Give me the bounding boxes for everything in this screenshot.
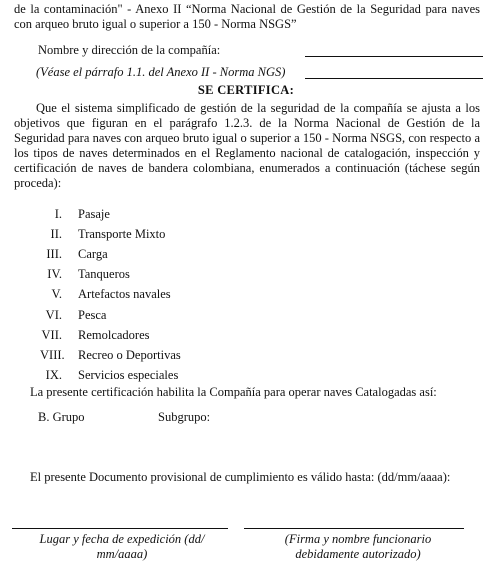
signature-line	[244, 528, 464, 529]
company-name-label: Nombre y dirección de la compañía:	[38, 43, 221, 57]
list-label: Remolcadores	[78, 327, 150, 342]
list-label: Pasaje	[78, 206, 110, 221]
list-label: Pesca	[78, 307, 107, 322]
validity-text: El presente Documento provisional de cumplimiento es válido hasta: (dd/mm/aaaa):	[30, 470, 451, 484]
list-numeral: V.	[51, 287, 62, 302]
list-numeral: IV.	[47, 267, 62, 282]
vessel-type-list	[40, 204, 181, 386]
list-label: Servicios especiales	[78, 368, 179, 383]
list-item	[40, 305, 181, 325]
grupo-label: B. Grupo	[38, 410, 85, 424]
list-numeral: I.	[54, 206, 62, 221]
list-numeral: IX.	[45, 368, 62, 383]
company-address-line	[305, 78, 483, 79]
list-item	[40, 204, 181, 224]
habilita-text: La presente certificación habilita la Compañía para operar naves Catalogadas así:	[30, 385, 437, 399]
list-label: Recreo o Deportivas	[78, 347, 181, 362]
list-numeral: VII.	[41, 327, 62, 342]
list-numeral: III.	[46, 246, 62, 261]
list-label: Transporte Mixto	[78, 226, 166, 241]
list-item	[40, 265, 181, 285]
list-numeral: II.	[50, 226, 62, 241]
list-item	[40, 366, 181, 386]
subgrupo-label: Subgrupo:	[158, 410, 211, 424]
intro-text: de la contaminación" - Anexo II “Norma Nacional de Gestión de la Seguridad para naves con arqueo bruto igual o superior a 150 - Norma NSGS”	[14, 2, 480, 31]
list-label: Artefactos navales	[78, 287, 171, 302]
place-date-caption: Lugar y fecha de expedición (dd/ mm/aaaa)	[39, 532, 205, 561]
list-item	[40, 244, 181, 264]
place-date-line	[12, 528, 228, 529]
list-item	[40, 345, 181, 365]
certifica-heading: SE CERTIFICA:	[197, 83, 295, 97]
list-label: Tanqueros	[78, 267, 130, 282]
company-note: (Véase el párrafo 1.1. del Anexo II - Norma NGS)	[36, 65, 286, 79]
company-name-line	[305, 56, 483, 57]
list-item	[40, 325, 181, 345]
list-numeral: VI.	[45, 307, 62, 322]
list-item	[40, 285, 181, 305]
list-numeral: VIII.	[40, 347, 65, 362]
list-item	[40, 224, 181, 244]
signature-caption: (Firma y nombre funcionario debidamente autorizado)	[284, 532, 432, 561]
certification-paragraph: Que el sistema simplificado de gestión de la seguridad de la compañía se ajusta a los objetivos que figuran en el parágrafo 1.2.3. de la Norma Nacional de Gestión de la Seguridad para naves con arqueo bruto igual o superior a 150 - Norma NSGS, con respecto a los tipos de naves determinados en el Reglamento nacional de catalogación, inspección y certificación de naves de bandera colombiana, enumerados a continuación (táchese según proceda):	[14, 101, 480, 190]
list-label: Carga	[78, 246, 108, 261]
